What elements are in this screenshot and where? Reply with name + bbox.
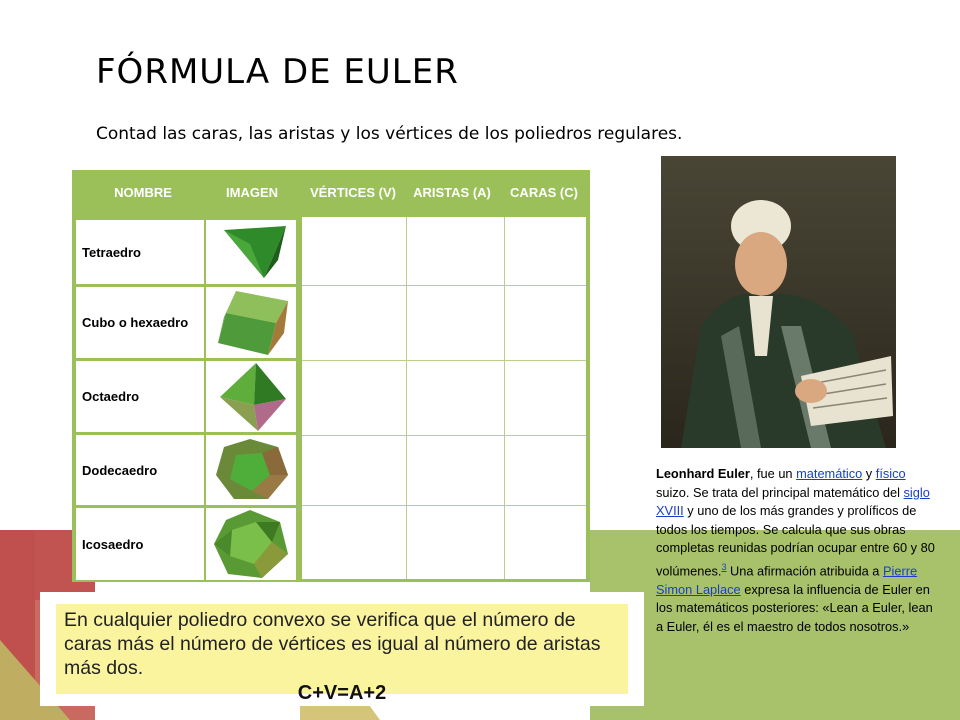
- bio-text: , fue un: [749, 466, 797, 481]
- bio-text: expresa la influencia de Euler en los matemáticos posteriores: «Lean a Euler, lean a Euler, él es el maestro de todos nosotros.»: [656, 581, 933, 635]
- bio-text: suizo. Se trata del principal matemático del: [656, 484, 904, 500]
- bio-text: y: [862, 466, 876, 481]
- icosahedron-icon: [206, 508, 296, 580]
- header-vertices: VÉRTICES (V): [310, 185, 396, 200]
- link-matematico[interactable]: matemático: [796, 466, 863, 481]
- link-laplace[interactable]: Pierre Simon Laplace: [656, 563, 918, 597]
- row-name-tetraedro: Tetraedro: [76, 220, 204, 284]
- formula-box: [40, 592, 644, 706]
- row-name-cubo: Cubo o hexaedro: [76, 287, 204, 358]
- euler-biography: [656, 465, 940, 637]
- formula-statement: En cualquier poliedro convexo se verifica que el número de caras más el número de vértices es igual al número de aristas más dos.: [64, 609, 601, 679]
- octahedron-icon: [206, 361, 296, 432]
- link-fisico[interactable]: físico: [875, 466, 906, 481]
- bio-text: y uno de los más grandes y prolíficos de todos los tiempos. Se calcula que sus obras completas reunidas podrían ocupar entre 60 y 80 volúmenes.: [656, 503, 935, 579]
- polyhedra-table: [72, 170, 590, 582]
- leonhard-euler-portrait: [661, 156, 896, 448]
- header-aristas: ARISTAS (A): [413, 185, 491, 200]
- header-nombre: NOMBRE: [114, 185, 172, 200]
- row-name-octaedro: Octaedro: [76, 361, 204, 432]
- row-name-icosaedro: Icosaedro: [76, 508, 204, 580]
- tetrahedron-icon: [206, 220, 296, 284]
- header-caras: CARAS (C): [510, 185, 578, 200]
- row-name-dodecaedro: Dodecaedro: [76, 435, 204, 505]
- slide-title: FÓRMULA DE EULER: [96, 52, 459, 92]
- dodecahedron-icon: [206, 435, 296, 505]
- cube-icon: [206, 287, 296, 358]
- euler-equation: C+V=A+2: [297, 682, 387, 704]
- link-siglo-xviii[interactable]: siglo XVIII: [656, 484, 930, 519]
- reference-link[interactable]: 3: [721, 561, 727, 572]
- answer-grid: [300, 215, 588, 581]
- bio-text: Una afirmación atribuida a: [726, 563, 883, 579]
- slide-subtitle: Contad las caras, las aristas y los vértices de los poliedros regulares.: [96, 124, 683, 144]
- header-imagen: IMAGEN: [226, 185, 278, 200]
- bio-name: Leonhard Euler: [656, 466, 750, 481]
